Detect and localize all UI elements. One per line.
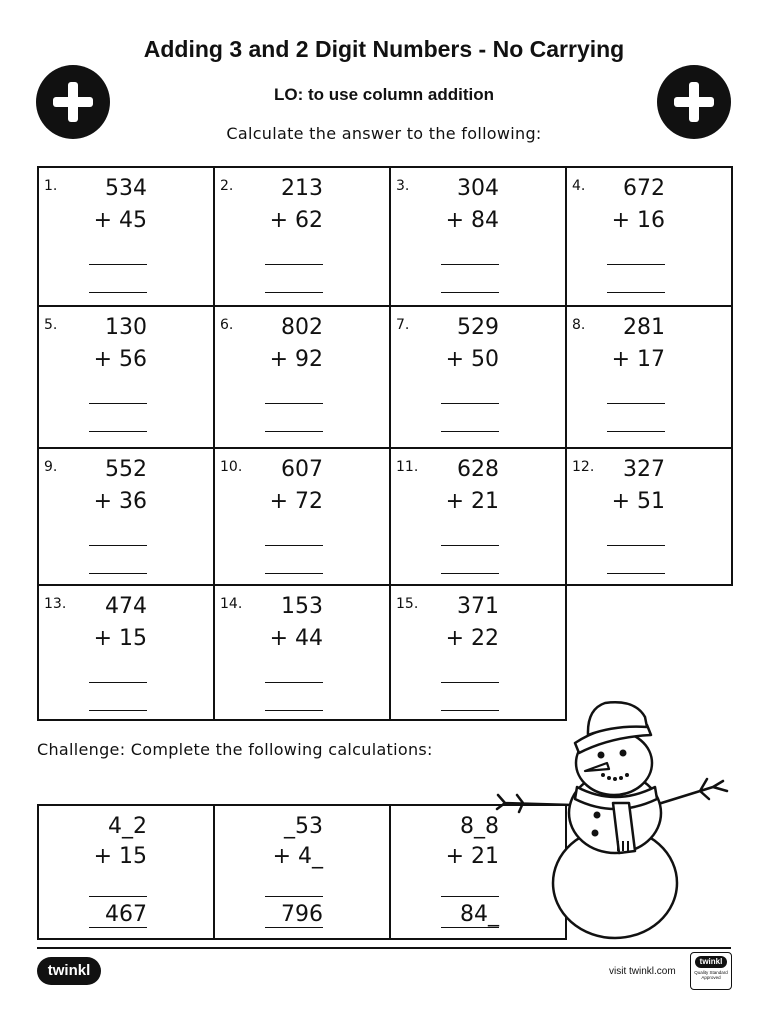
problem-cell: [39, 586, 215, 721]
answer-line[interactable]: [89, 403, 147, 404]
answer-line: [265, 896, 323, 897]
answer-line: [441, 710, 499, 711]
answer-line[interactable]: [265, 403, 323, 404]
challenge-grid: [37, 804, 567, 940]
problem-number: 9.: [44, 459, 58, 475]
problem-number: 15.: [396, 596, 419, 612]
learning-objective: LO: to use column addition: [273, 85, 495, 104]
answer-line: [265, 292, 323, 293]
problem-addend: + 22: [445, 626, 499, 651]
problem-number: 4.: [572, 178, 586, 194]
problem-number: 8.: [572, 317, 586, 333]
challenge-top-number: 8_8: [460, 814, 499, 839]
answer-line[interactable]: [441, 264, 499, 265]
answer-line[interactable]: [441, 682, 499, 683]
problem-cell: [215, 307, 391, 449]
problem-addend: + 92: [269, 347, 323, 372]
challenge-addend: + 21: [445, 844, 499, 869]
answer-line: [265, 710, 323, 711]
problem-addend: + 45: [93, 208, 147, 233]
visit-link[interactable]: visit twinkl.com: [609, 966, 676, 977]
problem-addend: + 56: [93, 347, 147, 372]
answer-line: [441, 573, 499, 574]
answer-line: [265, 573, 323, 574]
problem-top-number: 213: [281, 176, 323, 201]
problem-addend: + 16: [611, 208, 665, 233]
challenge-addend: + 4_: [272, 844, 323, 869]
problem-top-number: 281: [623, 315, 665, 340]
problem-cell: [215, 168, 391, 307]
answer-line: [607, 431, 665, 432]
answer-line[interactable]: [89, 545, 147, 546]
answer-line: [607, 292, 665, 293]
quality-badge: [690, 952, 732, 990]
problem-cell: [567, 307, 733, 449]
answer-line[interactable]: [441, 403, 499, 404]
answer-line: [89, 896, 147, 897]
badge-text: Quality Standard Approved: [694, 970, 728, 980]
problem-number: 6.: [220, 317, 234, 333]
problem-addend: + 17: [611, 347, 665, 372]
challenge-answer: 796: [281, 902, 323, 927]
problem-top-number: 552: [105, 457, 147, 482]
page-title: Adding 3 and 2 Digit Numbers - No Carrying: [143, 36, 625, 62]
problem-addend: + 50: [445, 347, 499, 372]
problem-addend: + 15: [93, 626, 147, 651]
answer-line: [89, 927, 147, 928]
problem-top-number: 474: [105, 594, 147, 619]
answer-line[interactable]: [607, 545, 665, 546]
problem-grid: [37, 166, 733, 721]
problem-top-number: 628: [457, 457, 499, 482]
challenge-cell: [215, 806, 391, 940]
badge-brand: twinkl: [695, 956, 727, 968]
problem-cell: [215, 449, 391, 586]
problem-top-number: 327: [623, 457, 665, 482]
problem-number: 12.: [572, 459, 595, 475]
challenge-answer: 467: [105, 902, 147, 927]
problem-cell: [391, 307, 567, 449]
problem-number: 7.: [396, 317, 410, 333]
problem-addend: + 36: [93, 489, 147, 514]
problem-addend: + 72: [269, 489, 323, 514]
problem-top-number: 371: [457, 594, 499, 619]
answer-line: [89, 431, 147, 432]
problem-number: 13.: [44, 596, 67, 612]
problem-addend: + 44: [269, 626, 323, 651]
answer-line: [441, 431, 499, 432]
problem-cell: [39, 168, 215, 307]
challenge-top-number: _53: [284, 814, 323, 839]
problem-cell: [39, 449, 215, 586]
challenge-addend: + 15: [93, 844, 147, 869]
problem-number: 11.: [396, 459, 419, 475]
problem-cell: [39, 307, 215, 449]
problem-number: 2.: [220, 178, 234, 194]
brand-logo[interactable]: twinkl: [37, 957, 101, 985]
answer-line: [441, 927, 499, 928]
problem-top-number: 802: [281, 315, 323, 340]
answer-line: [265, 927, 323, 928]
answer-line[interactable]: [265, 545, 323, 546]
problem-top-number: 304: [457, 176, 499, 201]
problem-addend: + 21: [445, 489, 499, 514]
answer-line[interactable]: [441, 545, 499, 546]
challenge-cell: [39, 806, 215, 940]
problem-number: 5.: [44, 317, 58, 333]
challenge-answer: 84_: [460, 902, 499, 927]
answer-line[interactable]: [89, 682, 147, 683]
answer-line: [265, 431, 323, 432]
answer-line: [441, 292, 499, 293]
problem-top-number: 607: [281, 457, 323, 482]
answer-line[interactable]: [89, 264, 147, 265]
answer-line: [89, 292, 147, 293]
problem-cell: [567, 168, 733, 307]
instruction-text: Calculate the answer to the following:: [226, 124, 542, 143]
snowman-icon: [495, 695, 735, 945]
answer-line: [89, 573, 147, 574]
problem-number: 14.: [220, 596, 243, 612]
problem-top-number: 672: [623, 176, 665, 201]
answer-line[interactable]: [265, 264, 323, 265]
problem-addend: + 84: [445, 208, 499, 233]
answer-line: [441, 896, 499, 897]
problem-top-number: 534: [105, 176, 147, 201]
problem-top-number: 529: [457, 315, 499, 340]
problem-top-number: 130: [105, 315, 147, 340]
answer-line: [607, 573, 665, 574]
answer-line[interactable]: [265, 682, 323, 683]
answer-line[interactable]: [607, 264, 665, 265]
answer-line[interactable]: [607, 403, 665, 404]
problem-addend: + 51: [611, 489, 665, 514]
footer-divider: [37, 947, 731, 949]
problem-cell: [391, 449, 567, 586]
problem-cell: [567, 449, 733, 586]
problem-number: 3.: [396, 178, 410, 194]
problem-number: 1.: [44, 178, 58, 194]
problem-cell: [391, 168, 567, 307]
answer-line: [89, 710, 147, 711]
problem-number: 10.: [220, 459, 243, 475]
problem-cell: [215, 586, 391, 721]
challenge-top-number: 4_2: [108, 814, 147, 839]
problem-top-number: 153: [281, 594, 323, 619]
challenge-title: Challenge: Complete the following calculations:: [37, 740, 433, 759]
problem-addend: + 62: [269, 208, 323, 233]
